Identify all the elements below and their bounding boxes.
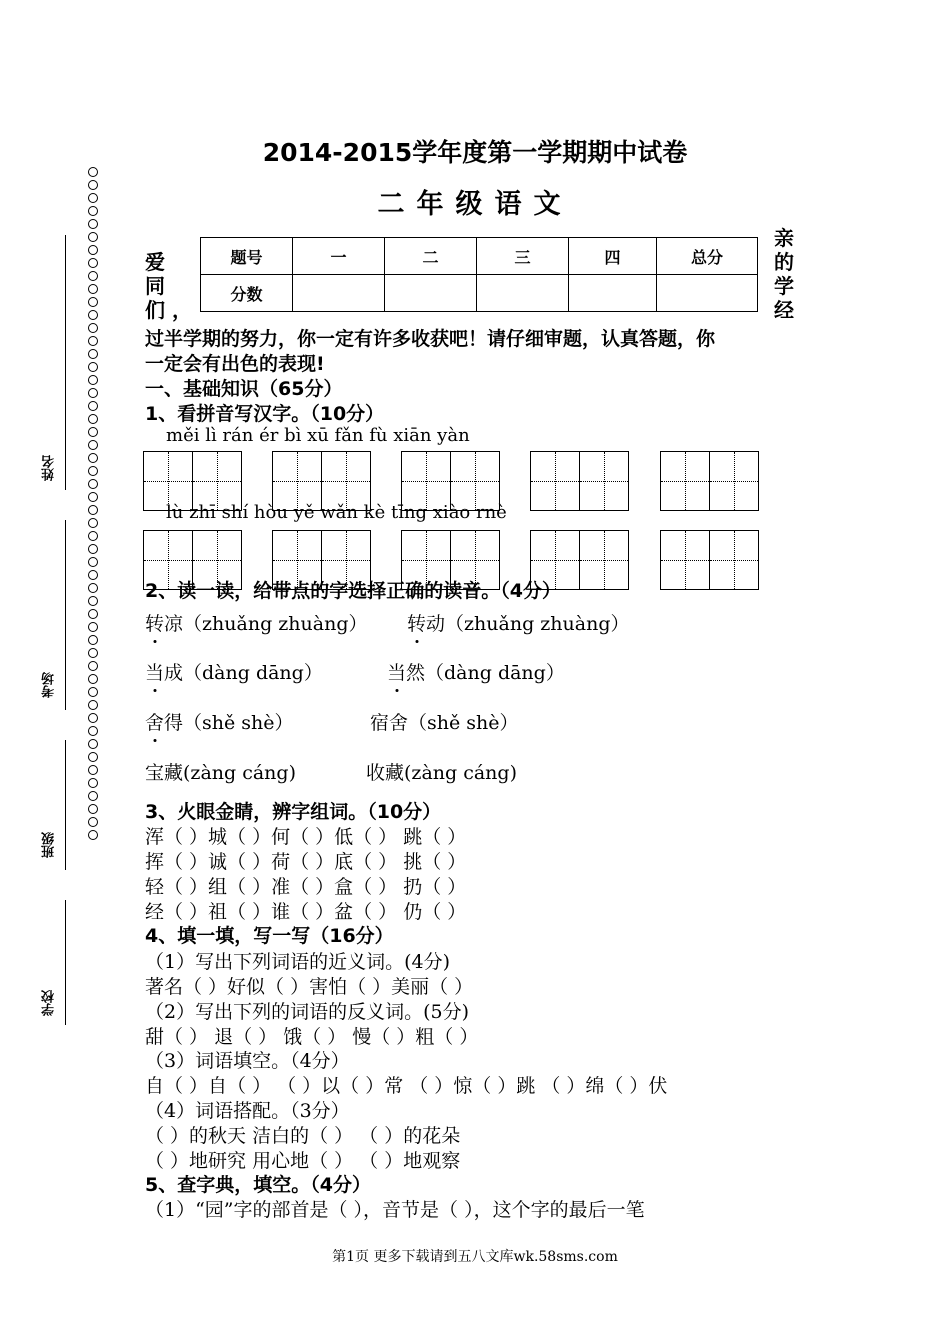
q1-pinyin-row-1: měi lì rán ér bì xū fǎn fù xiān yàn [166,425,470,446]
binding-circle [88,271,98,281]
score-label-cell: 分数 [201,275,293,312]
binding-circle [88,479,98,489]
binding-circle [88,739,98,749]
binding-circle [88,167,98,177]
char-grid[interactable] [530,530,630,590]
q2-item-a [145,758,296,785]
binding-circle [88,544,98,554]
binding-circle [88,310,98,320]
binding-circle [88,206,98,216]
binding-circles [86,165,100,841]
q2-item-text: 舍（shě shè） [389,712,519,734]
greeting-line-1: 过半学期的努力，你一定有许多收获吧！请仔细审题，认真答题，你 [145,328,716,350]
q2-item-a [145,658,323,685]
dotted-char: 舍 [145,708,164,735]
binding-circle [88,284,98,294]
exam-room-label: 考场 [42,672,57,698]
score-input-cell[interactable] [293,275,385,312]
binding-circle [88,245,98,255]
part1-heading: 一、基础知识（65分） [145,378,343,400]
greeting-left [145,250,192,322]
q2-item-text: 藏(zàng cáng) [164,762,296,784]
score-input-cell[interactable] [569,275,657,312]
page-title: 2014-2015学年度第一学期期中试卷 [262,138,688,167]
q3-row[interactable]: 浑（ ）城（ ）何（ ）低（ ） 跳（ ） [145,826,467,848]
binding-circle [88,219,98,229]
binding-circle [88,466,98,476]
q4-1-answers[interactable]: 著名（ ）好似（ ）害怕（ ）美丽（ ） [145,976,474,998]
binding-circle [88,518,98,528]
score-table-header-row [201,238,758,275]
binding-circle [88,323,98,333]
greeting-right-char: 亲 [774,226,794,250]
header-cell: 一 [293,238,385,275]
plain-char: 宿 [370,712,390,734]
q3-row[interactable]: 轻（ ）组（ ）准（ ）盒（ ） 扔（ ） [145,876,467,898]
q1-heading: 1、看拼音写汉字。（10分） [145,403,385,425]
binding-circle [88,388,98,398]
greeting-line-2: 一定会有出色的表现! [145,353,325,375]
binding-circle [88,557,98,567]
binding-circle [88,453,98,463]
q4-2-answers[interactable]: 甜（ ） 退（ ） 饿（ ） 慢（ ）粗（ ） [145,1026,479,1048]
binding-circle [88,726,98,736]
greeting-right [774,226,794,322]
score-table-score-row [201,275,758,312]
binding-circle [88,505,98,515]
char-grid[interactable] [272,530,372,590]
binding-circle [88,622,98,632]
binding-circle [88,401,98,411]
binding-circle [88,570,98,580]
dotted-char: 转 [407,609,426,636]
q2-item-text: 藏(zàng cáng) [385,762,517,784]
q4-3-answers[interactable]: 自（ ）自（ ） （ ）以（ ）常 （ ）惊（ ）跳 （ ）绵（ ）伏 [145,1075,668,1097]
q2-item-b [387,658,565,685]
q2-heading: 2、读一读，给带点的字选择正确的读音。（4分） [145,580,561,602]
q2-item-a [145,708,294,735]
binding-circle [88,349,98,359]
binding-circle [88,232,98,242]
binding-circle [88,258,98,268]
binding-circle [88,765,98,775]
page-subtitle: 二年级语文 [377,189,573,220]
dotted-char: 转 [145,609,164,636]
class-line [65,740,66,870]
q2-item-text: 动（zhuǎng zhuàng） [426,613,630,635]
binding-circle [88,193,98,203]
char-grid[interactable] [530,451,630,511]
binding-circle [88,648,98,658]
binding-circle [88,531,98,541]
q2-item-b [407,609,629,636]
binding-circle [88,596,98,606]
q2-item-b [370,708,519,735]
greeting-left-char: 爱 [145,250,165,274]
binding-circle [88,414,98,424]
binding-circle [88,180,98,190]
binding-circle [88,661,98,671]
binding-circle [88,440,98,450]
char-grid[interactable] [401,530,501,590]
binding-circle [88,362,98,372]
score-table [200,237,758,312]
binding-circle [88,778,98,788]
q4-2-prompt: （2）写出下列的词语的反义词。(5分) [145,1001,470,1023]
binding-circle [88,674,98,684]
greeting-right-char: 学 [774,274,794,298]
binding-circle [88,427,98,437]
score-input-cell[interactable] [385,275,477,312]
q2-item-text: 然（dàng dāng） [406,662,565,684]
q2-item-text: 凉（zhuǎng zhuàng） [164,613,368,635]
greeting-right-char: 经 [774,298,794,322]
q4-3-prompt: （3）词语填空。（4分） [145,1050,350,1072]
header-cell: 二 [385,238,477,275]
q2-item-text: 得（shě shè） [164,712,294,734]
binding-circle [88,713,98,723]
header-cell: 总分 [657,238,758,275]
q4-4-answers-2[interactable]: （ ）地研究 用心地（ ） （ ）地观察 [145,1150,461,1172]
school-label: 学校 [42,990,57,1016]
binding-circle [88,609,98,619]
binding-circle [88,583,98,593]
binding-circle [88,804,98,814]
class-label: 班级 [42,832,57,858]
q4-4-answers-1[interactable]: （ ）的秋天 洁白的（ ） （ ）的花朵 [145,1125,461,1147]
school-line [65,900,66,1025]
binding-circle [88,687,98,697]
score-input-cell[interactable] [657,275,758,312]
q2-item-text: 成（dàng dāng） [164,662,323,684]
plain-char: 收 [366,762,386,784]
header-cell: 三 [477,238,569,275]
name-line [65,235,66,490]
q3-row[interactable]: 经（ ）祖（ ）谁（ ）盆（ ） 仍（ ） [145,901,467,923]
q2-item-b [366,758,517,785]
binding-circle [88,635,98,645]
binding-circle [88,830,98,840]
dotted-char: 当 [387,658,406,685]
q1-pinyin-row-2: lù zhī shí hòu yě wǎn kè tīng xiào rnè [166,502,507,523]
char-grid[interactable] [143,530,243,590]
score-input-cell[interactable] [477,275,569,312]
char-grid[interactable] [660,451,760,511]
dotted-char: 当 [145,658,164,685]
plain-char: 宝 [145,762,165,784]
q4-4-prompt: （4）词语搭配。（3分） [145,1100,350,1122]
exam-room-line [65,520,66,710]
binding-circle [88,375,98,385]
name-label: 姓名 [42,455,57,481]
binding-circle [88,336,98,346]
char-grid[interactable] [660,530,760,590]
q4-heading: 4、填一填，写一写（16分） [145,925,394,947]
q4-1-prompt: （1）写出下列词语的近义词。(4分) [145,951,451,973]
q3-heading: 3、火眼金睛，辨字组词。（10分） [145,801,442,823]
greeting-left-char: 同 [145,274,165,298]
binding-circle [88,791,98,801]
binding-circle [88,700,98,710]
header-cell: 题号 [201,238,293,275]
binding-circle [88,752,98,762]
q2-item-a [145,609,367,636]
q5-1-prompt[interactable]: （1）“园”字的部首是（ ），音节是（ ），这个字的最后一笔 [145,1199,645,1221]
greeting-right-char: 的 [774,250,794,274]
greeting-left-char: 们 ， [145,298,192,322]
q3-row[interactable]: 挥（ ）诚（ ）荷（ ）底（ ） 挑（ ） [145,851,467,873]
binding-circle [88,492,98,502]
header-cell: 四 [569,238,657,275]
q5-heading: 5、查字典，填空。（4分） [145,1174,371,1196]
binding-circle [88,297,98,307]
binding-circle [88,817,98,827]
page-footer: 第1页 更多下载请到五八文库wk.58sms.com [332,1249,618,1265]
